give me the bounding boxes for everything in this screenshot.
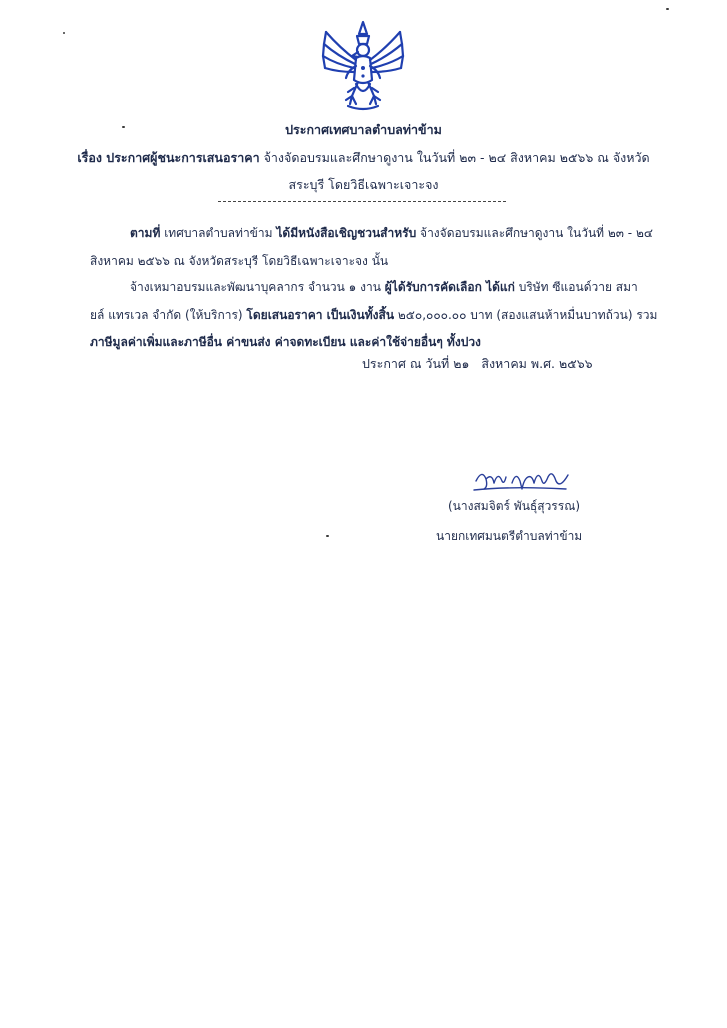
company-name-part1: บริษัท ซีแอนด์วาย สมา	[518, 280, 638, 294]
paragraph-line	[90, 220, 653, 248]
company-name-part2: ยล์ แทรเวล จำกัด (ให้บริการ)	[90, 307, 243, 322]
project-name: จ้างจัดอบรมและศึกษาดูงาน ในวันที่ ๒๓ - ๒๔	[420, 226, 653, 240]
subject-line-1	[0, 148, 727, 168]
section-divider	[218, 201, 506, 202]
price-label: โดยเสนอราคา เป็นเงินทั้งสิ้น	[246, 307, 395, 322]
inclusive-label: รวม	[636, 307, 658, 322]
scan-speck	[63, 32, 65, 34]
paragraph-invitation	[90, 220, 653, 275]
work-item: จ้างเหมาอบรมและพัฒนาบุคลากร จำนวน ๑ งาน	[130, 280, 381, 294]
announcement-date	[362, 354, 593, 374]
lead-word: ตามที่	[130, 226, 161, 240]
date-day: ๒๑	[453, 356, 470, 371]
handwritten-signature	[472, 459, 572, 495]
issuer-title: ประกาศเทศบาลตำบลท่าข้าม	[285, 122, 442, 137]
paragraph-line: สิงหาคม ๒๕๖๖ ณ จังหวัดสระบุรี โดยวิธีเฉพาะเจาะจง นั้น	[90, 253, 389, 268]
paragraph-line	[90, 302, 658, 330]
paragraph-line	[90, 274, 650, 302]
winner-label: ผู้ได้รับการคัดเลือก ได้แก่	[384, 280, 515, 294]
subject-label: เรื่อง ประกาศผู้ชนะการเสนอราคา	[77, 150, 260, 165]
signatory-name: (นางสมจิตร์ พันธุ์สุวรรณ)	[448, 499, 581, 513]
date-label: ประกาศ ณ วันที่	[362, 356, 450, 371]
agency-name: เทศบาลตำบลท่าข้าม	[164, 226, 273, 240]
paragraph-line: ภาษีมูลค่าเพิ่มและภาษีอื่น ค่าขนส่ง ค่าจดทะเบียน และค่าใช้จ่ายอื่นๆ ทั้งปวง	[90, 335, 481, 349]
signatory-position: นายกเทศมนตรีตำบลท่าข้าม	[436, 529, 583, 543]
scan-speck	[326, 535, 329, 537]
date-month-year: สิงหาคม พ.ศ. ๒๕๖๖	[481, 356, 593, 371]
garuda-emblem-icon	[318, 18, 408, 114]
subject-line-2: สระบุรี โดยวิธีเฉพาะเจาะจง	[288, 177, 439, 192]
invitation-phrase: ได้มีหนังสือเชิญชวนสำหรับ	[276, 226, 417, 240]
price-amount: ๒๕๐,๐๐๐.๐๐ บาท (สองแสนห้าหมื่นบาทถ้วน)	[397, 307, 633, 322]
paragraph-award	[90, 274, 658, 357]
scan-speck	[666, 8, 669, 10]
subject-text: จ้างจัดอบรมและศึกษาดูงาน ในวันที่ ๒๓ - ๒๔ สิงหาคม ๒๕๖๖ ณ จังหวัด	[263, 150, 650, 165]
